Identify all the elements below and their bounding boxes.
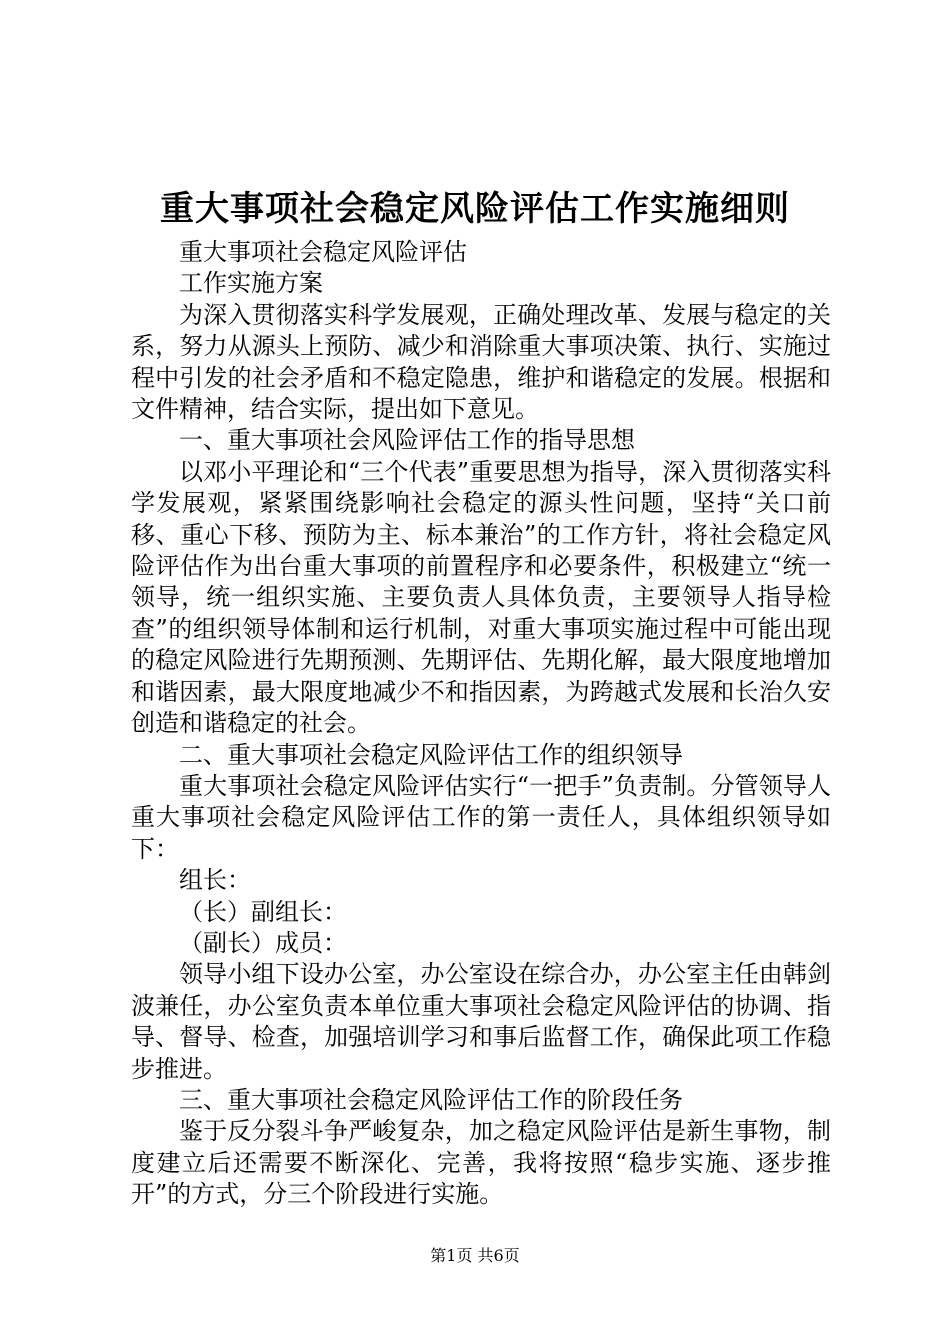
- paragraph-guiding-ideology: 以邓小平理论和“三个代表”重要思想为指导，深入贯彻落实科学发展观，紧紧围绕影响社会稳定的源头性问题，坚持“关口前移、重心下移、预防为主、标本兼治”的工作方针，将社会稳定风险评估作为出台重大事项的前置程序和必要条件，积极建立“统一领导，统一组织实施、主要负责人具体负责，主要领导人指导检查”的组织领导体制和运行机制，对重大事项实施过程中可能出现的稳定风险进行先期预测、先期评估、先期化解，最大限度地增加和谐因素，最大限度地减少不和指因素，为跨越式发展和长治久安创造和谐稳定的社会。: [131, 457, 831, 738]
- document-title: 重大事项社会稳定风险评估工作实施细则: [160, 189, 790, 229]
- paragraph-subtitle-2: 工作实施方案: [179, 269, 323, 298]
- page-number-footer: 第1页 共6页: [430, 1246, 520, 1265]
- paragraph-group-leader: 组长：: [179, 866, 251, 895]
- paragraph-intro: 为深入贯彻落实科学发展观，正确处理改革、发展与稳定的关系，努力从源头上预防、减少和消除重大事项决策、执行、实施过程中引发的社会矛盾和不稳定隐患，维护和谐稳定的发展。根据和文件精神，结合实际，提出如下意见。: [131, 300, 831, 424]
- paragraph-subtitle-1: 重大事项社会稳定风险评估: [179, 238, 467, 266]
- paragraph-stages: 鉴于反分裂斗争严峻复杂，加之稳定风险评估是新生事物，制度建立后还需要不断深化、完善，我将按照“稳步实施、逐步推开”的方式，分三个阶段进行实施。: [131, 1117, 831, 1209]
- document-body: [131, 237, 831, 1211]
- section-heading-2: 二、重大事项社会稳定风险评估工作的组织领导: [179, 740, 683, 769]
- paragraph-office: 领导小组下设办公室，办公室设在综合办，办公室主任由韩剑波兼任，办公室负责本单位重大事项社会稳定风险评估的协调、指导、督导、检查，加强培训学习和事后监督工作，确保此项工作稳步推进。: [131, 960, 831, 1083]
- paragraph-deputy-leader: （长）副组长：: [179, 897, 347, 926]
- paragraph-leadership: 重大事项社会稳定风险评估实行“一把手”负责制。分管领导人重大事项社会稳定风险评估工作的第一责任人，具体组织领导如下：: [131, 771, 831, 863]
- paragraph-members: （副长）成员：: [179, 928, 347, 957]
- section-heading-3: 三、重大事项社会稳定风险评估工作的阶段任务: [179, 1085, 683, 1114]
- section-heading-1: 一、重大事项社会风险评估工作的指导思想: [179, 426, 635, 455]
